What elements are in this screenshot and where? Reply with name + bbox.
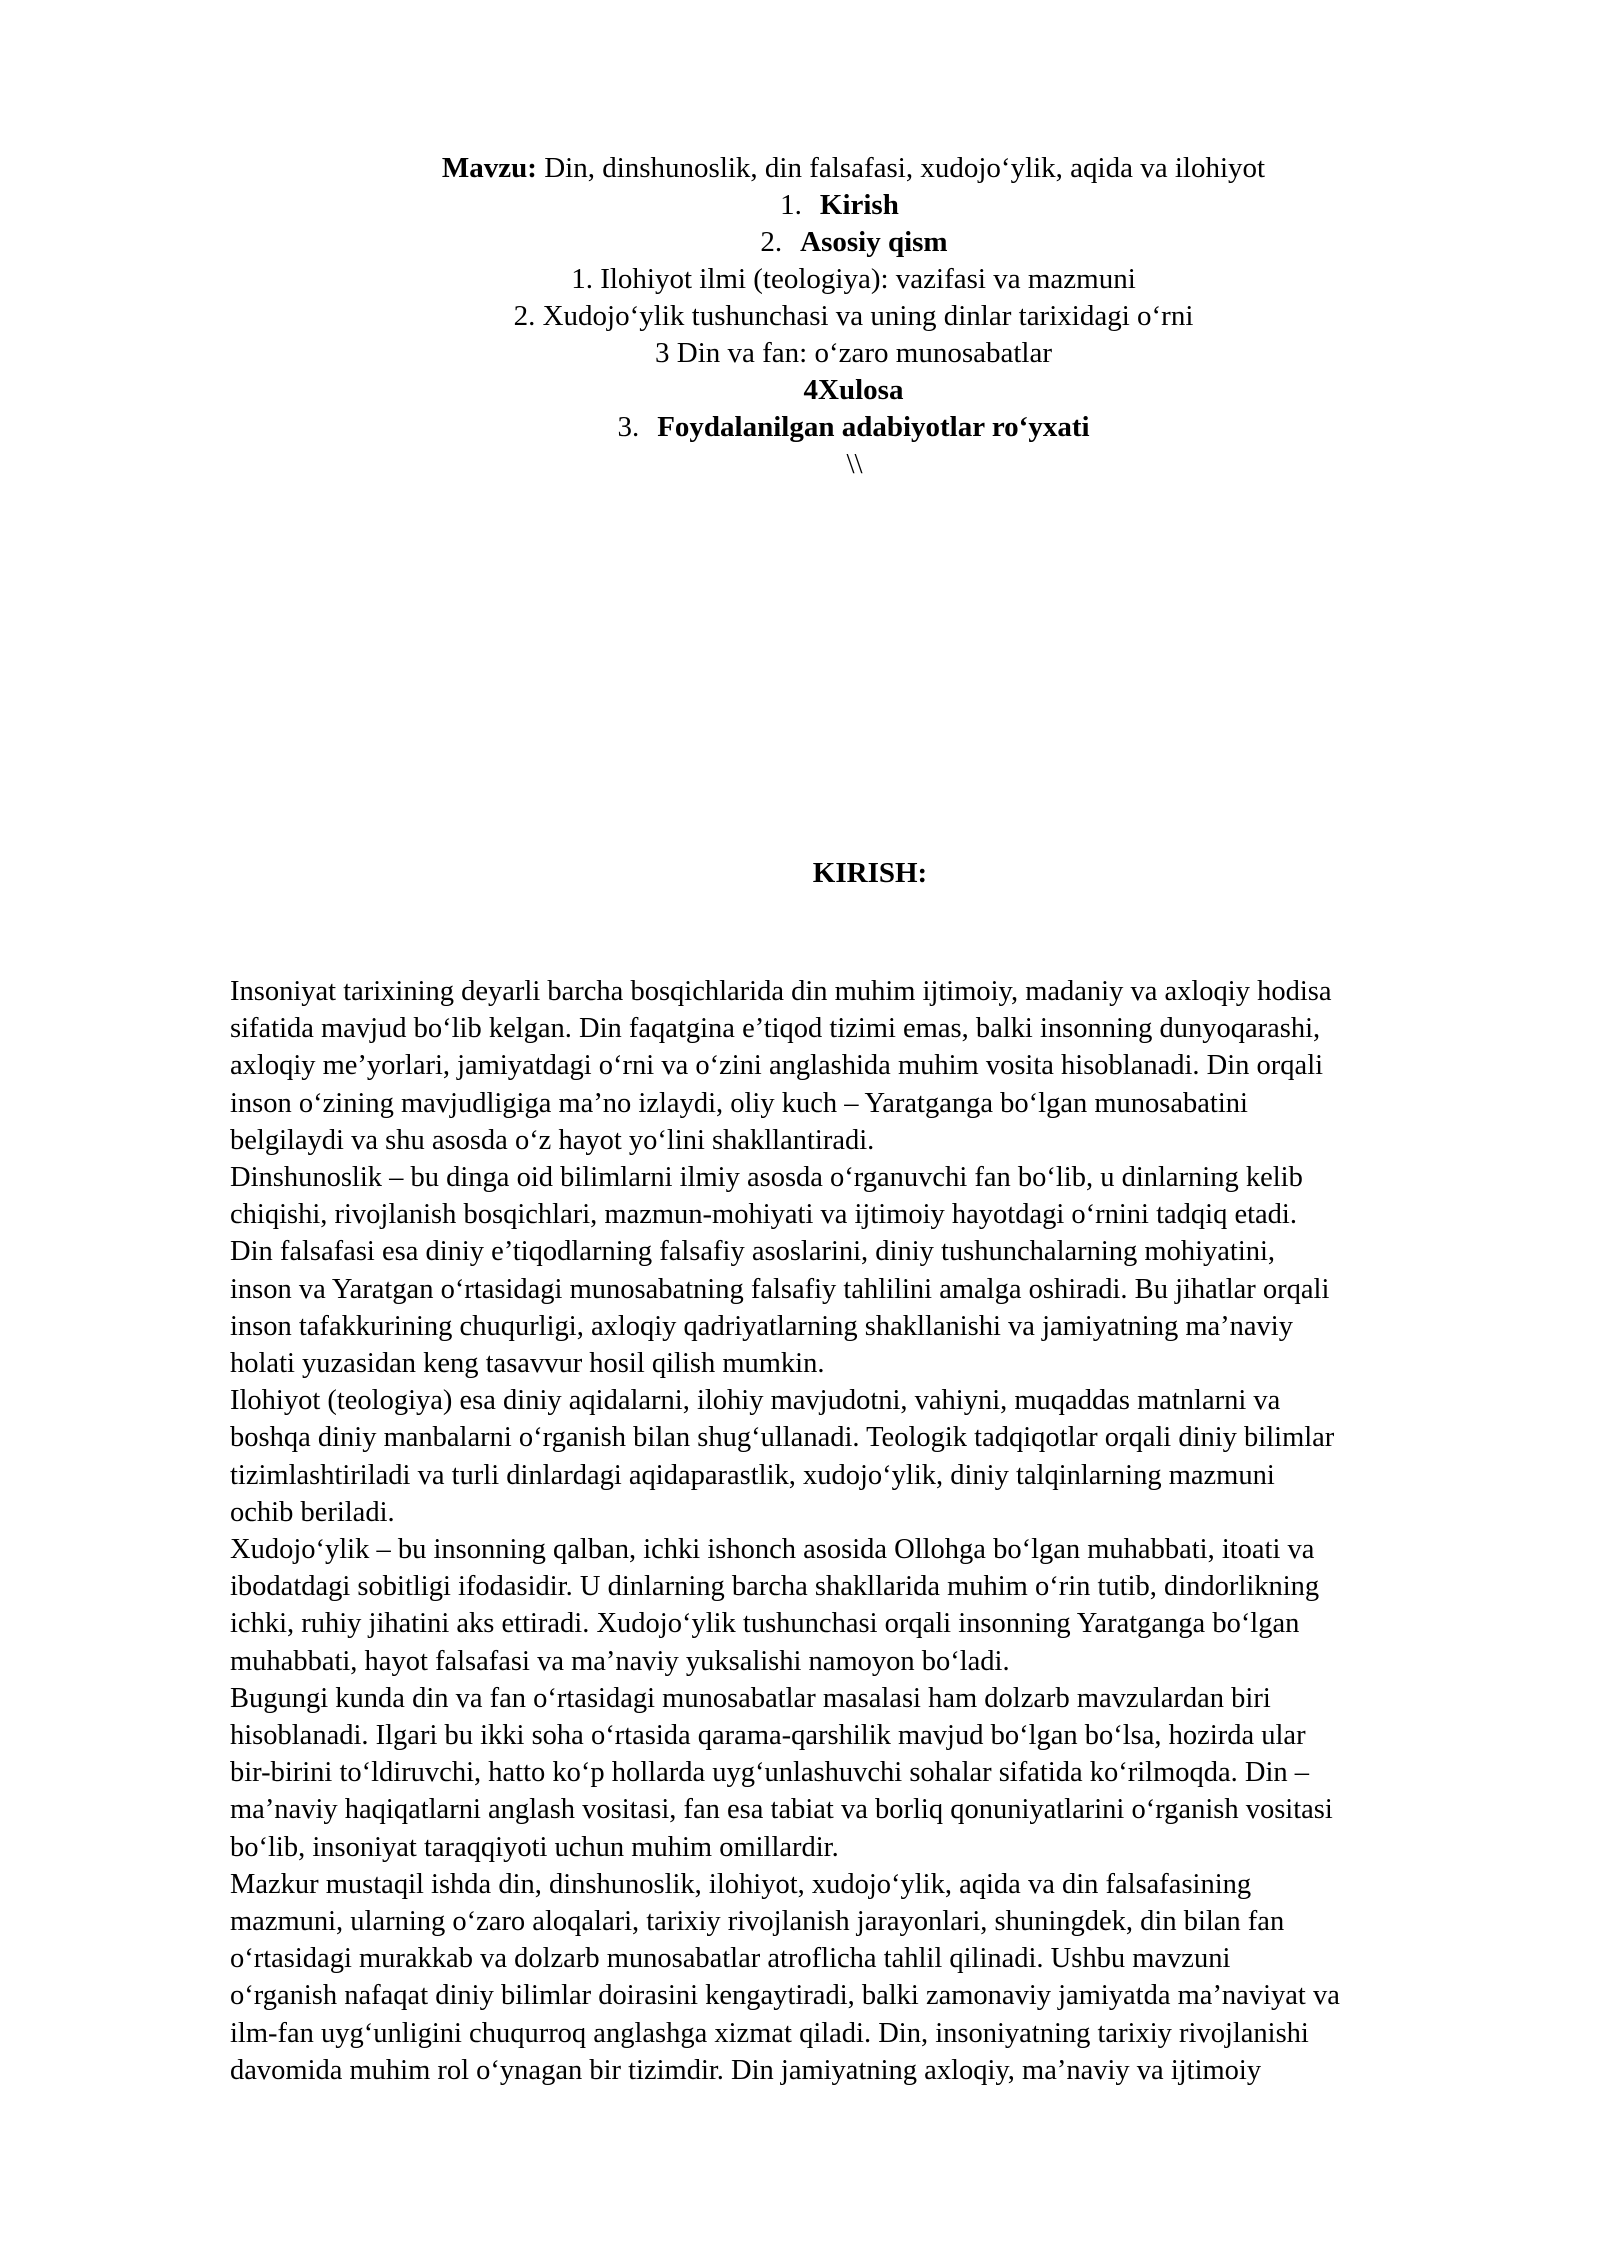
toc-subitem-din-va-fan: 3 Din va fan: o‘zaro munosabatlar — [655, 337, 1052, 369]
body-line: Ilohiyot (teologiya) esa diniy aqidalarni, ilohiy mavjudotni, vahiyni, muqaddas matnlarni va — [230, 1385, 1281, 1417]
toc-item-number: 2. — [760, 226, 783, 258]
toc-subitem-xudojoylik: 2. Xudojo‘ylik tushunchasi va uning dinlar tarixidagi o‘rni — [513, 300, 1194, 332]
body-line: muhabbati, hayot falsafasi va ma’naviy yuksalishi namoyon bo‘ladi. — [230, 1645, 1010, 1677]
body-line: inson tafakkurining chuqurligi, axloqiy qadriyatlarning shakllanishi va jamiyatning ma’naviy — [230, 1310, 1293, 1342]
body-text — [230, 973, 1498, 2089]
body-line: Bugungi kunda din va fan o‘rtasidagi munosabatlar masalasi ham dolzarb mavzulardan biri — [230, 1682, 1271, 1714]
toc-item-kirish — [79, 187, 1600, 224]
toc-item-label: Foydalanilgan adabiyotlar ro‘yxati — [657, 411, 1090, 443]
topic-text: Din, dinshunoslik, din falsafasi, xudojo‘ylik, aqida va ilohiyot — [536, 152, 1266, 184]
topic-line — [107, 150, 1600, 187]
body-line: Insoniyat tarixining deyarli barcha bosqichlarida din muhim ijtimoiy, madaniy va axloqiy hodisa — [230, 976, 1332, 1007]
section-title-kirish: KIRISH: — [812, 857, 928, 889]
body-line: ma’naviy haqiqatlarni anglash vositasi, fan esa tabiat va borliq qonuniyatlarini o‘rganish vositasi — [230, 1794, 1333, 1826]
body-line: holati yuzasidan keng tasavvur hosil qilish mumkin. — [230, 1348, 825, 1380]
body-line: ilm-fan uyg‘unligini chuqurroq anglashga xizmat qiladi. Din, insoniyatning tarixiy rivojlanishi — [230, 2017, 1309, 2049]
body-line: inson o‘zining mavjudligiga ma’no izlaydi, oliy kuch – Yaratganga bo‘lgan munosabatini — [230, 1087, 1248, 1119]
body-line: sifatida mavjud bo‘lib kelgan. Din faqatgina e’tiqod tizimi emas, balki insonning dunyoqarashi, — [230, 1013, 1321, 1045]
table-of-contents — [0, 150, 1600, 483]
body-line: inson va Yaratgan o‘rtasidagi munosabatning falsafiy tahlilini amalga oshiradi. Bu jihatlar orqali — [230, 1273, 1330, 1305]
toc-subitem-xulosa: 4Xulosa — [803, 374, 904, 406]
body-line: bo‘lib, insoniyat taraqqiyoti uchun muhim omillardir. — [230, 1831, 839, 1863]
topic-label: Mavzu: — [441, 152, 537, 184]
body-line: ibodatdagi sobitligi ifodasidir. U dinlarning barcha shakllarida muhim o‘rin tutib, dindorlikning — [230, 1571, 1320, 1603]
body-line: boshqa diniy manbalarni o‘rganish bilan shug‘ullanadi. Teologik tadqiqotlar orqali diniy bilimlar — [230, 1422, 1335, 1454]
toc-item-label: Asosiy qism — [800, 226, 948, 258]
body-line: Xudojo‘ylik – bu insonning qalban, ichki ishonch asosida Ollohga bo‘lgan muhabbati, itoati va — [230, 1534, 1315, 1566]
body-line: axloqiy me’yorlari, jamiyatdagi o‘rni va o‘zini anglashida muhim vosita hisoblanadi. Din orqali — [230, 1050, 1324, 1082]
body-line: hisoblanadi. Ilgari bu ikki soha o‘rtasida qarama-qarshilik mavjud bo‘lgan bo‘lsa, hozirda ular — [230, 1720, 1306, 1752]
body-line: ochib beriladi. — [230, 1496, 395, 1528]
body-line: bir-birini to‘ldiruvchi, hatto ko‘p hollarda uyg‘unlashuvchi sohalar sifatida ko‘rilmoqda. Din – — [230, 1757, 1310, 1789]
body-line: o‘rganish nafaqat diniy bilimlar doirasini kengaytiradi, balki zamonaviy jamiyatda ma’naviyat va — [230, 1980, 1340, 2012]
body-line: tizimlashtiriladi va turli dinlardagi aqidaparastlik, xudojo‘ylik, diniy talqinlarning mazmuni — [230, 1459, 1275, 1491]
toc-subitem-ilohiyot: 1. Ilohiyot ilmi (teologiya): vazifasi va mazmuni — [571, 263, 1136, 295]
body-line: Mazkur mustaqil ishda din, dinshunoslik, ilohiyot, xudojo‘ylik, aqida va din falsafasining — [230, 1868, 1252, 1900]
body-line: Din falsafasi esa diniy e’tiqodlarning falsafiy asoslarini, diniy tushunchalarning mohiyatini, — [230, 1236, 1276, 1268]
stray-backslashes: \\ — [846, 448, 863, 480]
body-line: mazmuni, ularning o‘zaro aloqalari, tarixiy rivojlanish jarayonlari, shuningdek, din bilan fan — [230, 1906, 1285, 1938]
body-line: chiqishi, rivojlanish bosqichlari, mazmun-mohiyati va ijtimoiy hayotdagi o‘rnini tadqiq etadi. — [230, 1199, 1297, 1231]
body-line: Dinshunoslik – bu dinga oid bilimlarni ilmiy asosda o‘rganuvchi fan bo‘lib, u dinlarning kelib — [230, 1162, 1303, 1194]
body-line: belgilaydi va shu asosda o‘z hayot yo‘lini shakllantiradi. — [230, 1124, 875, 1156]
toc-item-number: 1. — [780, 189, 802, 221]
body-line: o‘rtasidagi murakkab va dolzarb munosabatlar atroflicha tahlil qilinadi. Ushbu mavzuni — [230, 1943, 1231, 1975]
toc-item-adabiyotlar — [107, 409, 1600, 446]
body-line: davomida muhim rol o‘ynagan bir tizimdir. Din jamiyatning axloqiy, ma’naviy va ijtimoiy — [230, 2054, 1262, 2086]
toc-item-asosiy-qism — [108, 224, 1600, 261]
toc-item-label: Kirish — [819, 189, 899, 221]
toc-item-number: 3. — [617, 411, 640, 443]
body-line: ichki, ruhiy jihatini aks ettiradi. Xudojo‘ylik tushunchasi orqali insonning Yaratganga bo‘lgan — [230, 1608, 1300, 1640]
